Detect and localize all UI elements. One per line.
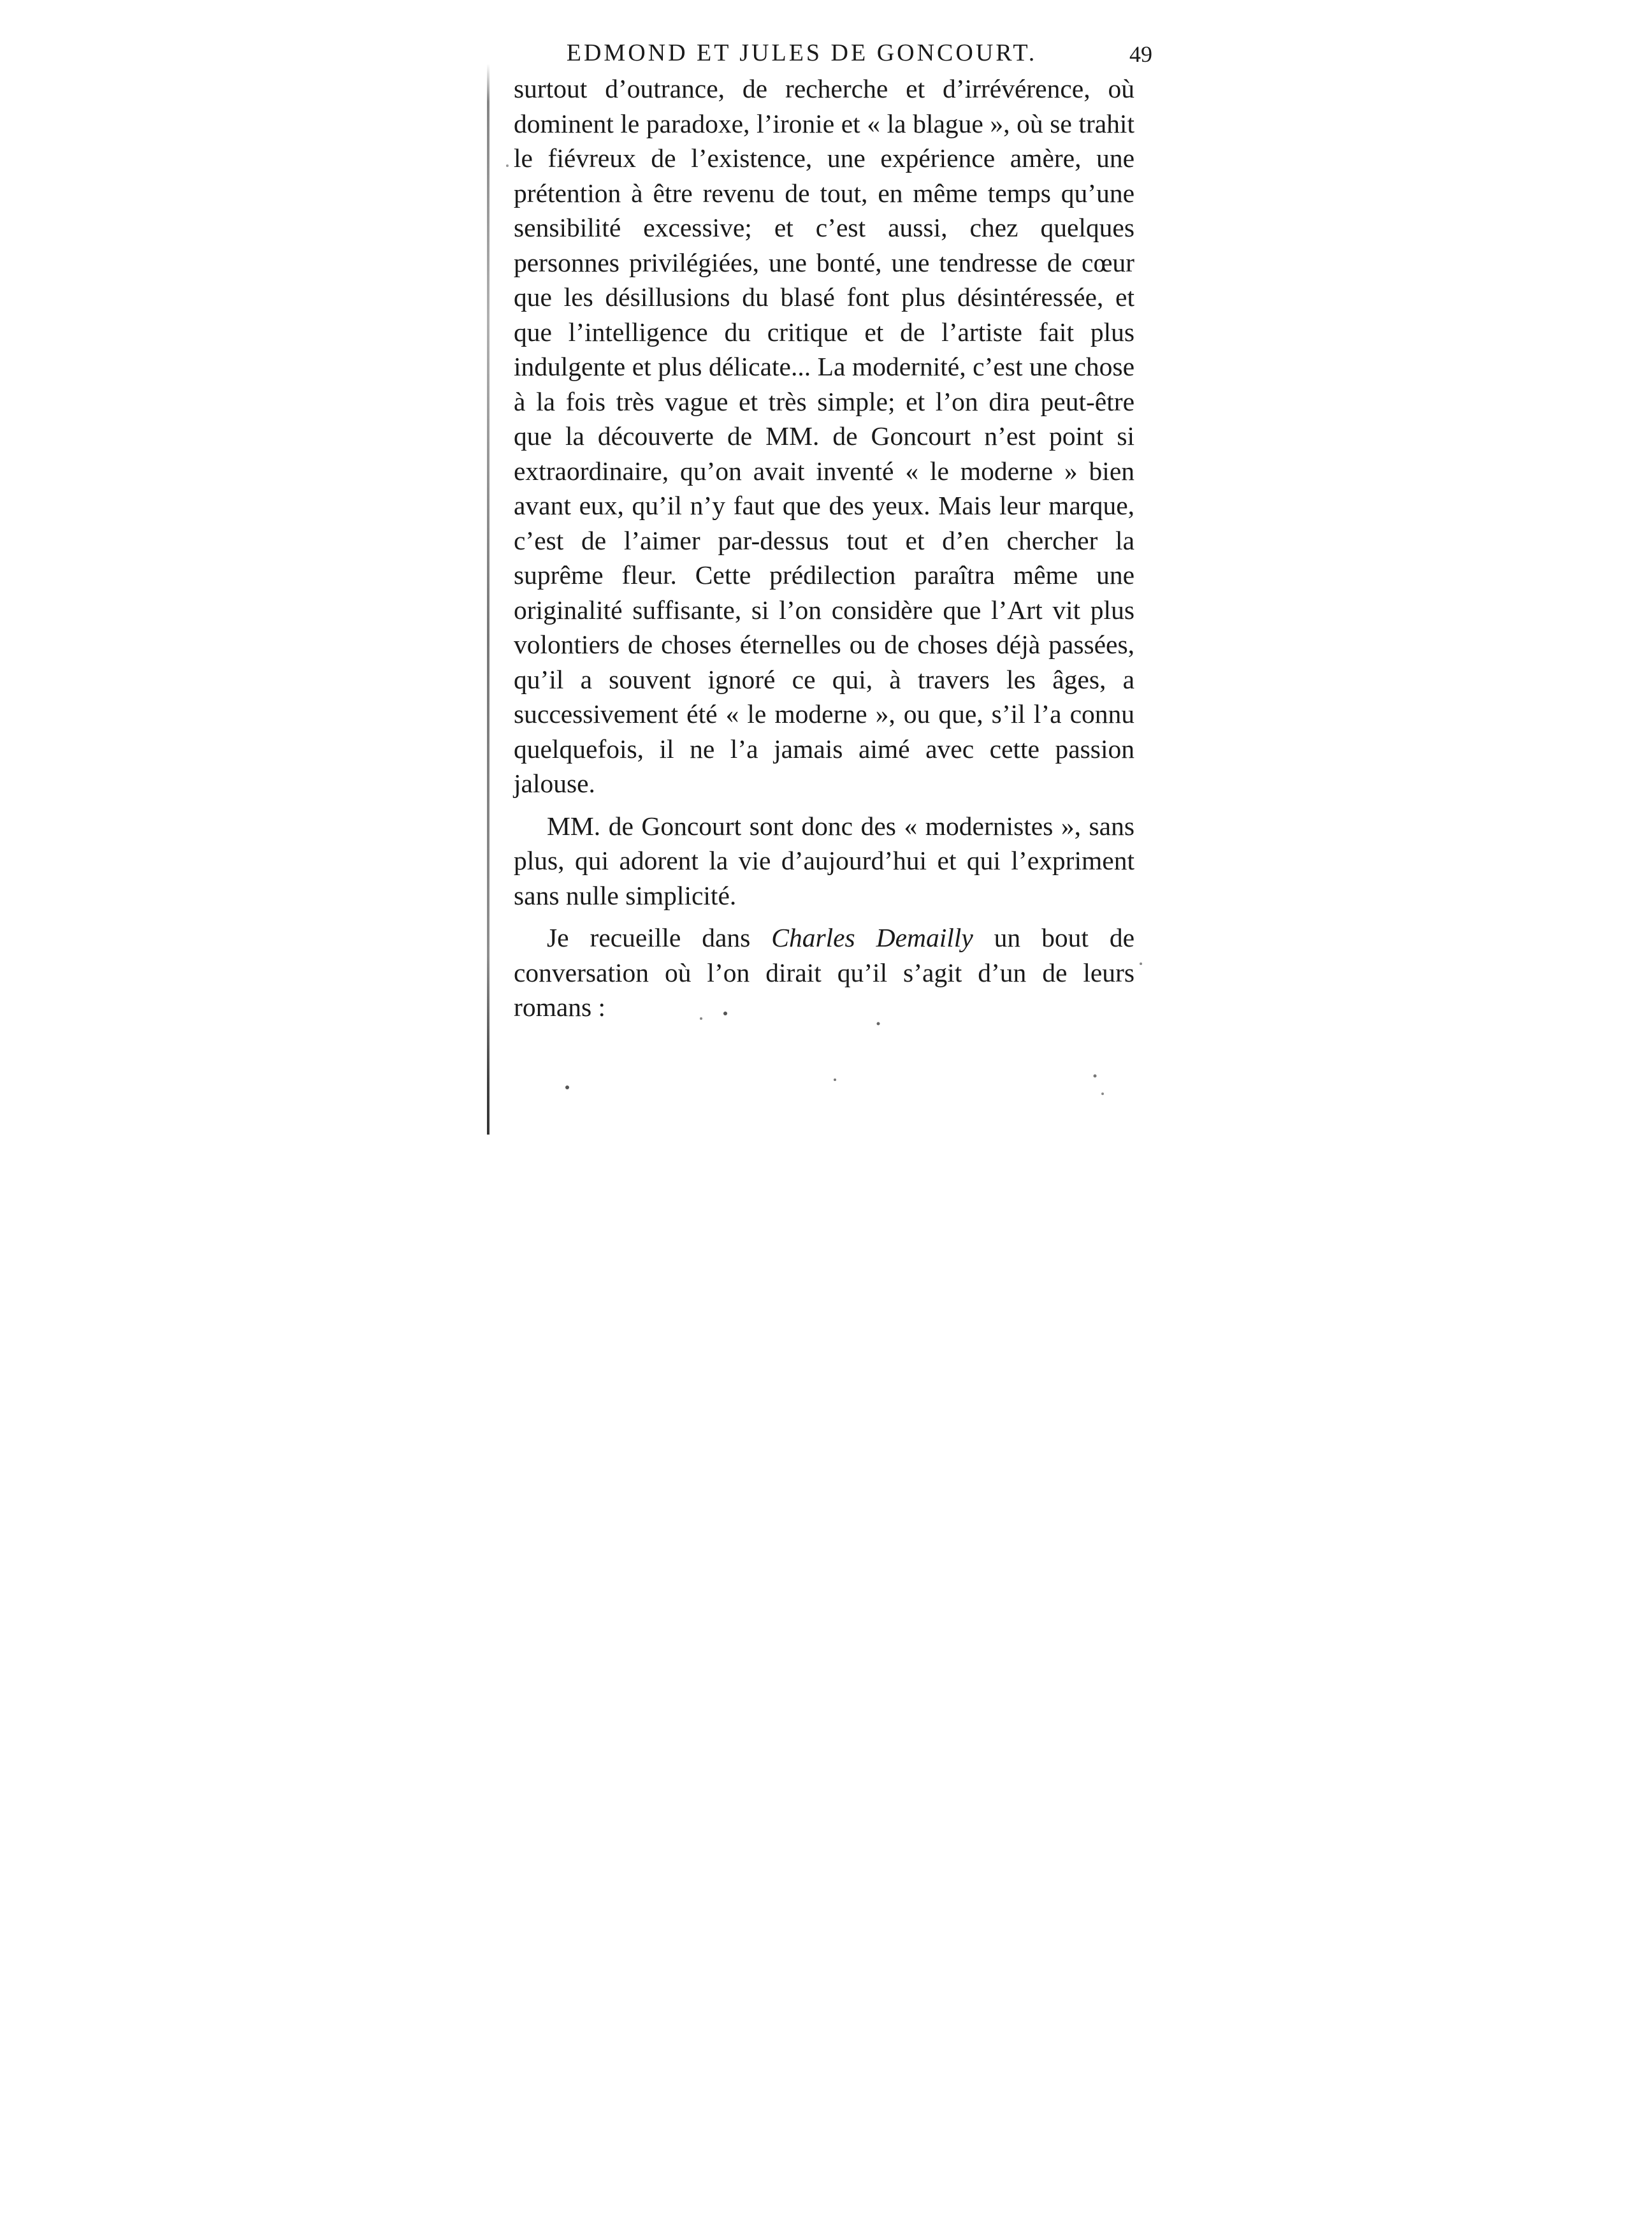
speck [1101,1093,1104,1095]
speck [1094,1075,1097,1078]
speck [565,1085,569,1089]
paragraph-3-lead: Je recueille dans [547,923,772,952]
speck [834,1078,836,1081]
speck [700,1017,702,1020]
running-title: EDMOND ET JULES DE GONCOURT. [566,40,1038,66]
paragraph-2: MM. de Goncourt sont donc des « modernistes », sans plus, qui adorent la vie d’aujourd’hui et qui l’expriment sans nulle simplicité. [514,811,1134,910]
paragraph-1: surtout d’outrance, de recherche et d’irrévérence, où dominent le paradoxe, l’ironie et « la blague », où se trahit le fiévreux de l’existence, une expérience amère, une prétention à être revenu de tout, en même temps qu’une sensibilité excessive; et c’est aussi, chez quelques personnes privilégiées, une bonté, une tendresse de cœur que les désillusions du blasé font plus désintéressée, et que l’intelligence du critique et de l’artiste fait plus indulgente et plus délicate... La modernité, c’est une chose à la fois très vague et très simple; et l’on dira peut-être que la découverte de MM. de Goncourt n’est point si extraordinaire, qu’on avait inventé « le moderne » bien avant eux, qu’il n’y faut que des yeux. Mais leur marque, c’est de l’aimer par-dessus tout et d’en chercher la suprême fleur. Cette prédilection paraîtra même une originalité suffisante, si l’on considère que l’Art vit plus volontiers de choses éternelles ou de choses déjà passées, qu’il a souvent ignoré ce qui, à travers les âges, a successivement été « le moderne », ou que, s’il l’a connu quelquefois, il ne l’a jamais aimé avec cette passion jalouse. [514,74,1134,798]
speck [877,1022,880,1026]
book-title-charles-demailly: Charles Demailly [771,923,973,952]
paragraph-3-rest: un bout de conversation où l’on dirait qu’il s’agit d’un de leurs romans : [514,923,1134,1022]
speck [723,1012,727,1015]
page-number: 49 [1129,41,1152,67]
speck [1140,962,1142,965]
speck [506,164,509,167]
